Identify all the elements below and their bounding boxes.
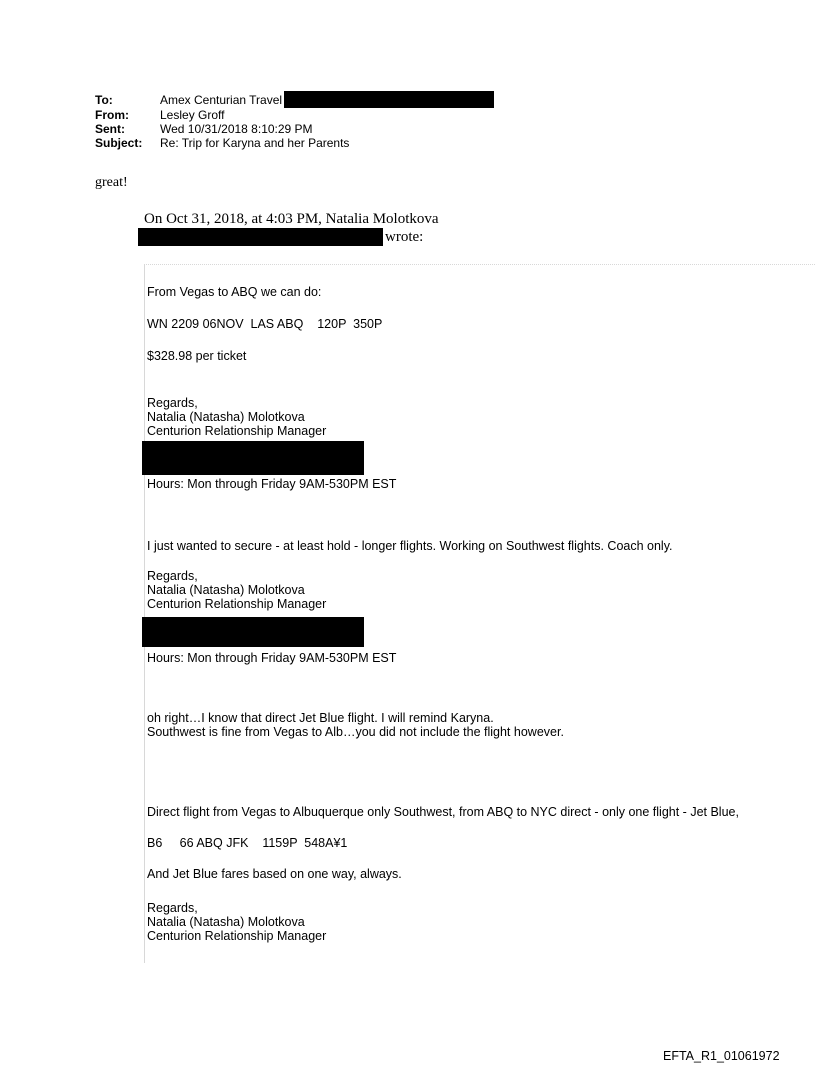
quoted-message — [144, 264, 816, 963]
subject-row — [95, 136, 494, 150]
document-id: EFTA_R1_01061972 — [663, 1049, 780, 1063]
from-value: Lesley Groff — [160, 108, 225, 122]
signature-line: Centurion Relationship Manager — [147, 424, 327, 438]
hours-line: Hours: Mon through Friday 9AM-530PM EST — [147, 477, 397, 491]
subject-label: Subject: — [95, 136, 143, 150]
attribution-wrote: wrote: — [385, 229, 424, 245]
quote-attribution — [144, 211, 439, 246]
email-header — [95, 93, 494, 150]
signature-block — [147, 396, 326, 438]
paragraph-line: Southwest is fine from Vegas to Alb…you did not include the flight however. — [147, 725, 564, 739]
sent-value: Wed 10/31/2018 8:10:29 PM — [160, 122, 313, 136]
signature-block — [147, 569, 326, 611]
signature-line: Centurion Relationship Manager — [147, 929, 327, 943]
redaction-box — [138, 228, 383, 246]
signature-line: Natalia (Natasha) Molotkova — [147, 915, 305, 929]
paragraph-line: oh right…I know that direct Jet Blue flight. I will remind Karyna. — [147, 711, 494, 725]
to-row — [95, 93, 494, 108]
signature-block — [147, 901, 326, 943]
subject-value: Re: Trip for Karyna and her Parents — [160, 136, 350, 150]
sent-row — [95, 122, 494, 136]
flight-line: B6 66 ABQ JFK 1159P 548A¥1 — [147, 836, 348, 850]
redaction-box — [142, 617, 364, 647]
quoted-paragraph: From Vegas to ABQ we can do: — [147, 285, 322, 299]
to-label: To: — [95, 93, 113, 107]
redaction-box — [142, 441, 364, 475]
signature-line: Centurion Relationship Manager — [147, 597, 327, 611]
from-row — [95, 108, 494, 122]
from-label: From: — [95, 108, 129, 122]
to-value: Amex Centurian Travel — [160, 93, 283, 107]
flight-line: WN 2209 06NOV LAS ABQ 120P 350P — [147, 317, 383, 331]
attribution-line: On Oct 31, 2018, at 4:03 PM, Natalia Molotkova — [144, 211, 439, 227]
quoted-paragraph: I just wanted to secure - at least hold - longer flights. Working on Southwest flights. Coach only. — [147, 539, 673, 553]
signature-line: Regards, — [147, 569, 198, 583]
greeting-text: great! — [95, 175, 128, 190]
quoted-paragraph: Direct flight from Vegas to Albuquerque only Southwest, from ABQ to NYC direct - only one flight - Jet Blue, — [147, 805, 739, 819]
quoted-paragraph: And Jet Blue fares based on one way, always. — [147, 867, 402, 881]
quoted-paragraph — [147, 711, 564, 739]
signature-line: Natalia (Natasha) Molotkova — [147, 583, 305, 597]
signature-line: Regards, — [147, 396, 198, 410]
hours-line: Hours: Mon through Friday 9AM-530PM EST — [147, 651, 397, 665]
signature-line: Natalia (Natasha) Molotkova — [147, 410, 305, 424]
sent-label: Sent: — [95, 122, 125, 136]
price-line: $328.98 per ticket — [147, 349, 247, 363]
signature-line: Regards, — [147, 901, 198, 915]
redaction-box — [284, 91, 494, 108]
